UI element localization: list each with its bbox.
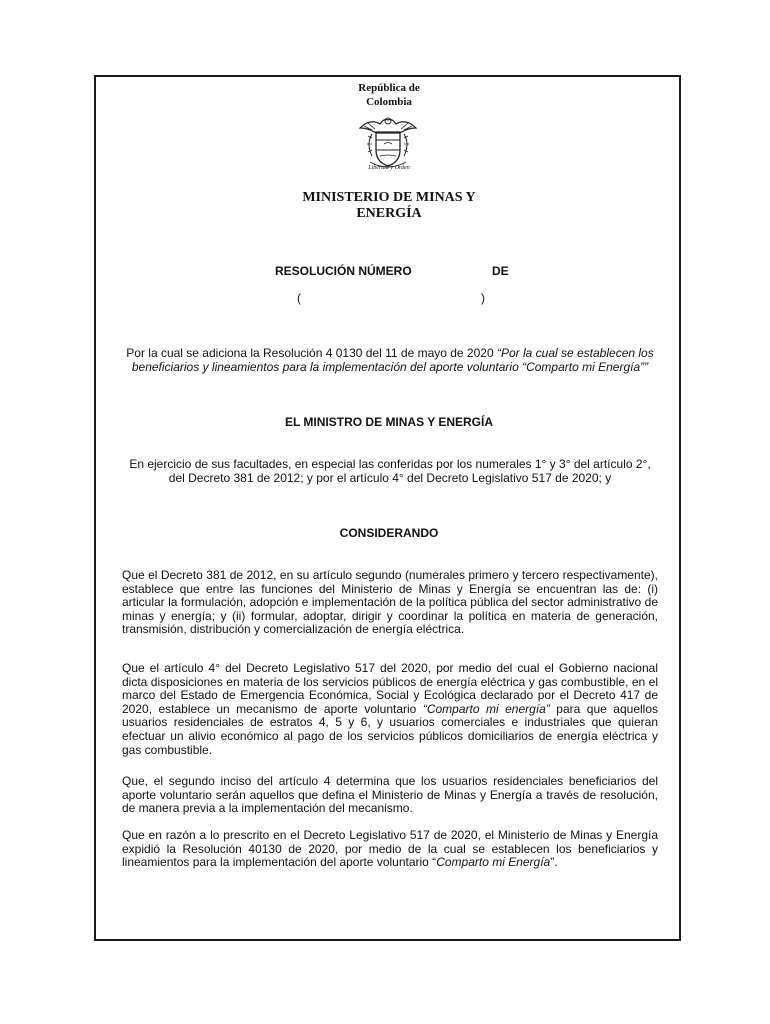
republic-line-1: República de: [358, 82, 420, 94]
p4-before: Que en razón a lo prescrito en el Decreto Legislativo 517 de 2020, el Ministerio de Minas y Energía expidió la Resolución 40130 de 2020, por medio de la cual se establecen los beneficiarios y lineamientos para la implementación del aporte voluntario “: [122, 828, 658, 870]
minister-title: EL MINISTRO DE MINAS Y ENERGÍA: [284, 415, 494, 429]
resolution-paren-open: (: [297, 291, 301, 305]
resolution-subject: [122, 346, 658, 374]
p2-after: para que aquellos usuarios residenciales de estratos 4, 5 y 6, y usuarios comerciales e industriales que quieran efectuar un alivio económico al pago de los servicios públicos domiciliarios de energía eléctrica y gas combustible.: [122, 701, 658, 757]
republic-header: [94, 81, 684, 109]
considerando-paragraph-3: Que, el segundo inciso del artículo 4 determina que los usuarios residenciales beneficiarios del aporte voluntario serán aquellos que defina el Ministerio de Minas y Energía a través de resolución, de manera previa a la implementación del mecanismo.: [122, 774, 658, 816]
ministry-line-2: ENERGÍA: [356, 206, 422, 221]
considerando-heading: CONSIDERANDO: [339, 526, 439, 540]
p4-after: ”.: [550, 855, 558, 870]
resolution-paren-close: ): [481, 291, 485, 305]
p4-italic: Comparto mi Energía: [436, 855, 551, 870]
considerando-paragraph-1: Que el Decreto 381 de 2012, en su artículo segundo (numerales primero y tercero respectivamente), establece que entre las funciones del Ministerio de Minas y Energía se encuentran las de: (i) articular la formulación, adopción e implementación de la política pública del sector administrativo de minas y energía; y (ii) formular, adoptar, dirigir y coordinar la política en materia de generación, transmisión, distribución y comercialización de energía eléctrica.: [122, 568, 658, 637]
considerando-paragraph-2: [122, 662, 658, 757]
subject-intro: Por la cual se adiciona la Resolución 4 0130 del 11 de mayo de 2020: [126, 346, 497, 360]
republic-line-2: Colombia: [366, 96, 412, 108]
considerando-paragraph-4: [122, 829, 658, 870]
p2-before: Que el artículo 4° del Decreto Legislativo 517 del 2020, por medio del cual el Gobierno nacional dicta disposiciones en materia de los servicios públicos de energía eléctrica y gas combustible, en el marco del Estado de Emergencia Económica, Social y Ecológica declarado por el Decreto 417 de 2020, establece un mecanismo de aporte voluntario: [122, 661, 658, 716]
resolution-number-label: RESOLUCIÓN NÚMERO: [275, 264, 412, 278]
ministry-title: [94, 190, 684, 222]
ministry-line-1: MINISTERIO DE MINAS Y: [302, 190, 476, 205]
faculties-paragraph: En ejercicio de sus facultades, en especial las conferidas por los numerales 1° y 3° del artículo 2°, del Decreto 381 de 2012; y por el artículo 4° del Decreto Legislativo 517 de 2020; y: [129, 457, 651, 485]
resolution-de-label: DE: [492, 264, 509, 278]
p2-italic: “Comparto mi energía”: [422, 701, 550, 716]
subject-italic: “Por la cual se establecen los beneficiarios y lineamientos para la implementación del aporte voluntario “Comparto mi Energía””: [131, 346, 654, 374]
crest-motto: Libertad y Orden: [368, 165, 410, 171]
